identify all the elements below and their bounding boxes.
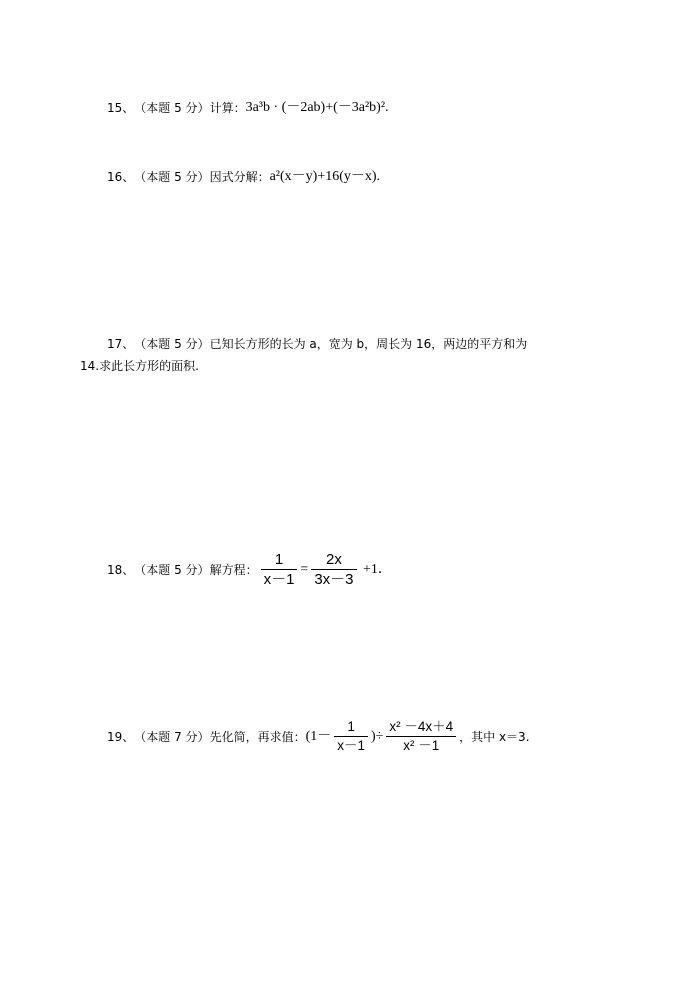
fraction-second [386,718,456,755]
expression-divide: )÷ [371,728,384,744]
question-17-line-2: 14.求此长方形的面积. [80,359,199,373]
question-number: 17 [107,337,123,351]
question-label: 解方程： [209,562,258,577]
fraction-numerator: x² －4x＋4 [389,719,454,734]
question-number: 19 [107,729,123,744]
separator: 、 [122,729,135,744]
expression-tail: +1． [359,561,392,577]
expression-tail: ，其中 x＝3. [459,729,530,744]
question-label: 因式分解： [209,170,270,184]
separator: 、 [122,170,135,184]
separator: 、 [122,337,135,351]
fraction-first [334,718,368,755]
score-tag: （本题 5 分） [134,337,210,351]
score-tag: （本题 5 分） [134,101,210,115]
question-17 [107,334,527,354]
question-number: 18 [107,562,123,577]
question-18 [107,550,392,589]
fraction-denominator: 3x－3 [314,571,354,588]
score-tag: （本题 5 分） [134,562,210,577]
fraction-numerator: 1 [347,719,355,734]
question-16 [107,167,380,187]
question-15 [107,98,389,118]
score-tag: （本题 5 分） [134,170,210,184]
fraction-denominator: x－1 [263,571,295,588]
question-label: 先化简，再求值： [209,729,306,744]
fraction-denominator: x－1 [337,738,366,753]
separator: 、 [122,101,135,115]
question-number: 15 [107,101,123,115]
expression: a²(x－y)+16(y－x). [269,169,381,184]
question-number: 16 [107,170,123,184]
score-tag: （本题 7 分） [134,729,210,744]
question-label: 计算： [209,101,246,115]
expression-open: (1－ [305,728,332,744]
fraction-rhs [311,550,356,589]
expression: 3a³b · (－2ab)+(－3a²b)². [245,100,389,115]
fraction-lhs [261,550,298,589]
equals-sign: = [300,561,309,577]
question-19 [107,718,530,755]
separator: 、 [122,562,135,577]
fraction-denominator: x² －1 [403,738,440,753]
fraction-numerator: 2x [326,551,342,568]
question-text-line-1: 已知长方形的长为 a，宽为 b，周长为 16，两边的平方和为 [209,337,528,351]
fraction-numerator: 1 [274,551,284,568]
